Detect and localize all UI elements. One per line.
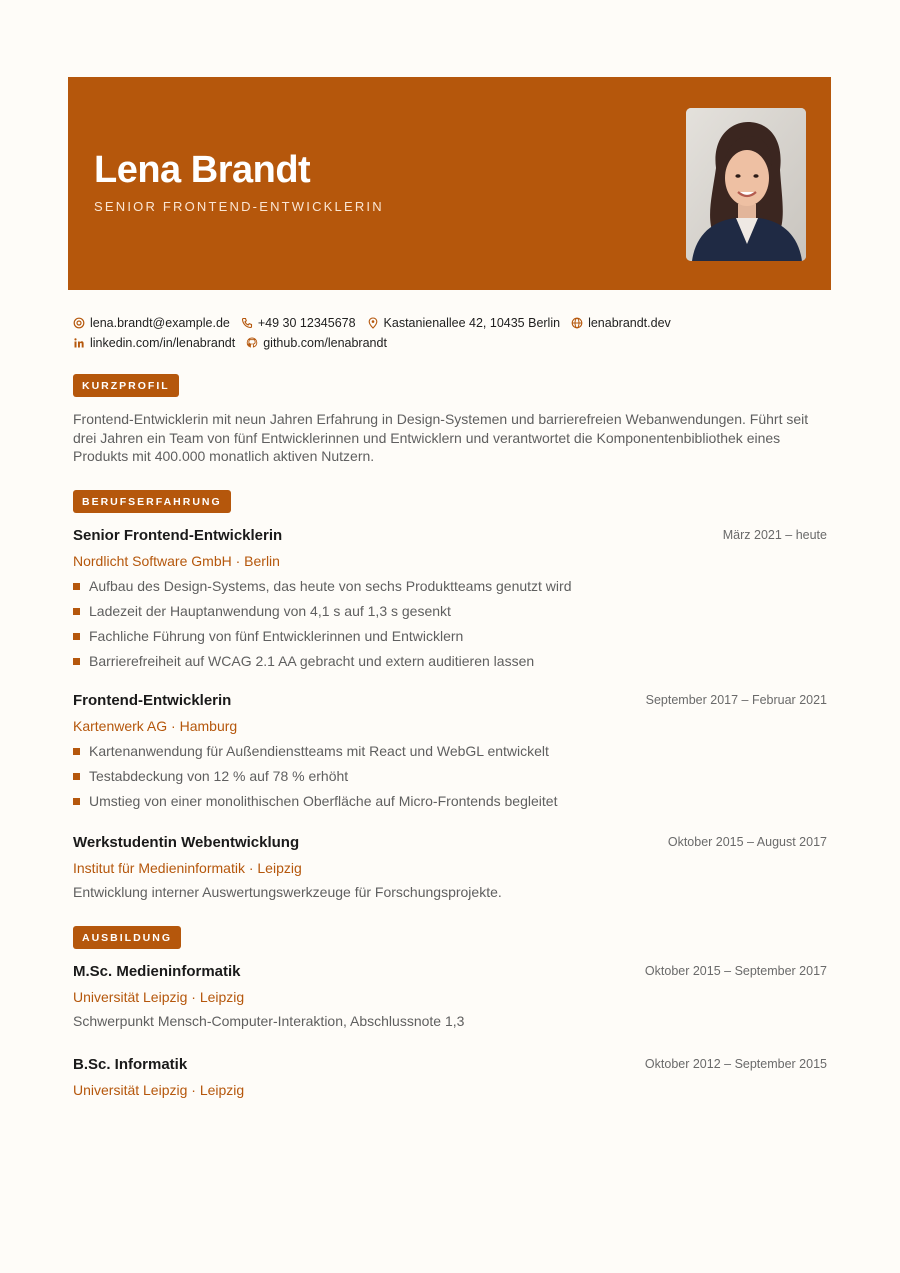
degree-institution: Universität Leipzig · Leipzig — [73, 989, 245, 1005]
job-dates: September 2017 – Februar 2021 — [645, 693, 827, 707]
list-item: Kartenanwendung für Außendienstteams mit React und WebGL entwickelt — [73, 741, 827, 766]
github-text: github.com/lenabrandt — [263, 336, 387, 350]
experience-entry — [73, 691, 827, 816]
section-heading-education: AUSBILDUNG — [73, 926, 181, 949]
contact-phone[interactable] — [241, 316, 356, 330]
degree-dates: Oktober 2015 – September 2017 — [644, 964, 827, 978]
contact-row — [73, 313, 833, 333]
job-description: Entwicklung interner Auswertungswerkzeuge für Forschungsprojekte. — [73, 884, 502, 900]
job-company: Institut für Medieninformatik · Leipzig — [73, 860, 302, 876]
globe-icon — [571, 317, 583, 329]
list-item: Umstieg von einer monolithischen Oberfläche auf Micro-Frontends begleitet — [73, 791, 827, 816]
website-text: lenabrandt.dev — [588, 316, 671, 330]
contact-address — [367, 316, 561, 330]
job-title: Frontend-Entwicklerin — [73, 692, 232, 709]
job-title: Werkstudentin Webentwicklung — [73, 834, 300, 851]
degree-description: Schwerpunkt Mensch-Computer-Interaktion, Abschlussnote 1,3 — [73, 1013, 465, 1029]
contact-website[interactable] — [571, 316, 671, 330]
linkedin-icon — [73, 337, 85, 349]
section-heading-profile: KURZPROFIL — [73, 374, 179, 397]
contact-block — [73, 313, 833, 353]
linkedin-text: linkedin.com/in/lenabrandt — [90, 336, 236, 350]
location-pin-icon — [367, 317, 379, 329]
degree-institution: Universität Leipzig · Leipzig — [73, 1082, 245, 1098]
contact-linkedin[interactable] — [73, 336, 235, 350]
email-text: lena.brandt@example.de — [90, 316, 230, 330]
job-achievements — [73, 576, 827, 676]
job-company: Nordlicht Software GmbH · Berlin — [73, 553, 280, 569]
section-heading-experience: BERUFSERFAHRUNG — [73, 490, 231, 513]
job-dates: März 2021 – heute — [722, 528, 827, 542]
phone-text: +49 30 12345678 — [257, 316, 356, 330]
list-item: Fachliche Führung von fünf Entwicklerinnen und Entwicklern — [73, 626, 827, 651]
contact-row — [73, 333, 833, 353]
profile-photo — [686, 108, 806, 261]
contact-github[interactable] — [246, 336, 387, 350]
list-item: Ladezeit der Hauptanwendung von 4,1 s auf 1,3 s gesenkt — [73, 601, 827, 626]
address-text: Kastanienallee 42, 10435 Berlin — [383, 316, 561, 330]
candidate-role: SENIOR FRONTEND-ENTWICKLERIN — [94, 199, 384, 214]
job-achievements — [73, 741, 827, 816]
profile-summary: Frontend-Entwicklerin mit neun Jahren Erfahrung in Design-Systemen und barrierefreien Webanwendungen. Führt seit drei Jahren ein Team von fünf Entwicklerinnen und Entwicklern und verantwortet die Komponentenbibliothek eines Produkts mit 400.000 monatlich aktiven Nutzern. — [73, 411, 809, 465]
list-item: Testabdeckung von 12 % auf 78 % erhöht — [73, 766, 827, 791]
experience-entry — [73, 833, 827, 902]
header-banner — [68, 77, 831, 290]
education-entry — [73, 1055, 827, 1100]
job-dates: Oktober 2015 – August 2017 — [667, 835, 827, 849]
at-icon — [73, 317, 85, 329]
candidate-name: Lena Brandt — [94, 149, 311, 191]
list-item: Aufbau des Design-Systems, das heute von sechs Produktteams genutzt wird — [73, 576, 827, 601]
education-entry — [73, 962, 827, 1031]
degree-title: B.Sc. Informatik — [73, 1056, 188, 1073]
degree-dates: Oktober 2012 – September 2015 — [644, 1057, 827, 1071]
experience-entry — [73, 526, 827, 676]
portrait-illustration — [686, 108, 806, 261]
list-item: Barrierefreiheit auf WCAG 2.1 AA gebracht und extern auditieren lassen — [73, 651, 827, 676]
job-title: Senior Frontend-Entwicklerin — [73, 527, 283, 544]
contact-email[interactable] — [73, 316, 230, 330]
phone-icon — [241, 317, 253, 329]
job-company: Kartenwerk AG · Hamburg — [73, 718, 238, 734]
github-icon — [246, 337, 258, 349]
degree-title: M.Sc. Medieninformatik — [73, 963, 241, 980]
